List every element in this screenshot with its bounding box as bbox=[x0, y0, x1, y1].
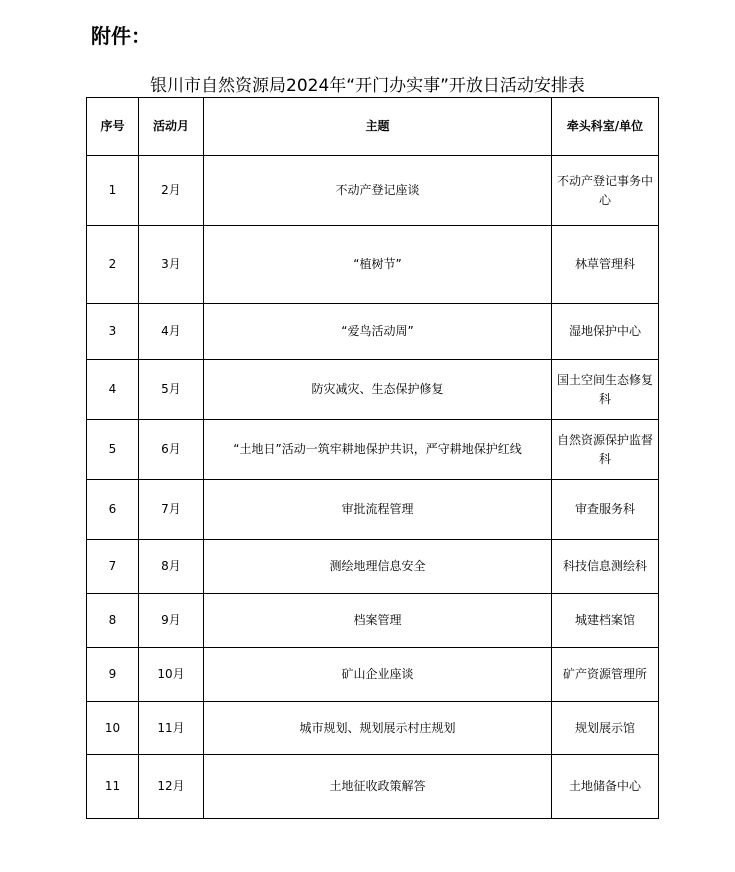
document-title: 银川市自然资源局2024年“开门办实事”开放日活动安排表 bbox=[150, 76, 585, 96]
header-month: 活动月 bbox=[139, 98, 204, 156]
activity-schedule-table bbox=[86, 97, 659, 819]
row-unit-cell: 湿地保护中心 bbox=[552, 304, 659, 360]
row-unit-cell: 城建档案馆 bbox=[552, 594, 659, 648]
row-unit-cell: 审查服务科 bbox=[552, 480, 659, 540]
table-row bbox=[87, 648, 659, 702]
attachment-label: 附件： bbox=[91, 24, 151, 48]
header-no: 序号 bbox=[87, 98, 139, 156]
row-topic-cell: 防灾减灾、生态保护修复 bbox=[204, 360, 552, 420]
row-topic-cell: 城市规划、规划展示村庄规划 bbox=[204, 702, 552, 755]
row-unit-cell: 自然资源保护监督科 bbox=[552, 420, 659, 480]
table-header-row bbox=[87, 98, 659, 156]
row-topic-cell: “爱鸟活动周” bbox=[204, 304, 552, 360]
row-month-cell: 10月 bbox=[139, 648, 204, 702]
row-month-cell: 4月 bbox=[139, 304, 204, 360]
row-no-cell: 1 bbox=[87, 156, 139, 226]
row-unit-cell: 科技信息测绘科 bbox=[552, 540, 659, 594]
row-topic-cell: 审批流程管理 bbox=[204, 480, 552, 540]
row-no-cell: 2 bbox=[87, 226, 139, 304]
row-topic-cell: “土地日”活动一筑牢耕地保护共识，严守耕地保护红线 bbox=[204, 420, 552, 480]
row-unit-cell: 矿产资源管理所 bbox=[552, 648, 659, 702]
table-row bbox=[87, 226, 659, 304]
row-topic-cell: 矿山企业座谈 bbox=[204, 648, 552, 702]
row-unit-cell: 林草管理科 bbox=[552, 226, 659, 304]
row-month-cell: 2月 bbox=[139, 156, 204, 226]
table-row bbox=[87, 420, 659, 480]
row-no-cell: 4 bbox=[87, 360, 139, 420]
row-no-cell: 5 bbox=[87, 420, 139, 480]
table-row bbox=[87, 304, 659, 360]
row-unit-cell: 国土空间生态修复科 bbox=[552, 360, 659, 420]
table-row bbox=[87, 360, 659, 420]
table-row bbox=[87, 540, 659, 594]
table-body bbox=[87, 156, 659, 819]
table-row bbox=[87, 594, 659, 648]
row-no-cell: 6 bbox=[87, 480, 139, 540]
row-topic-cell: “植树节” bbox=[204, 226, 552, 304]
row-no-cell: 3 bbox=[87, 304, 139, 360]
row-topic-cell: 档案管理 bbox=[204, 594, 552, 648]
row-unit-cell: 不动产登记事务中心 bbox=[552, 156, 659, 226]
row-month-cell: 6月 bbox=[139, 420, 204, 480]
row-month-cell: 9月 bbox=[139, 594, 204, 648]
header-unit: 牵头科室/单位 bbox=[552, 98, 659, 156]
row-topic-cell: 土地征收政策解答 bbox=[204, 755, 552, 819]
row-topic-cell: 不动产登记座谈 bbox=[204, 156, 552, 226]
row-month-cell: 8月 bbox=[139, 540, 204, 594]
row-no-cell: 9 bbox=[87, 648, 139, 702]
row-no-cell: 7 bbox=[87, 540, 139, 594]
row-month-cell: 11月 bbox=[139, 702, 204, 755]
row-no-cell: 11 bbox=[87, 755, 139, 819]
row-month-cell: 3月 bbox=[139, 226, 204, 304]
row-no-cell: 8 bbox=[87, 594, 139, 648]
table-row bbox=[87, 480, 659, 540]
row-unit-cell: 土地储备中心 bbox=[552, 755, 659, 819]
row-month-cell: 7月 bbox=[139, 480, 204, 540]
row-topic-cell: 测绘地理信息安全 bbox=[204, 540, 552, 594]
table-row bbox=[87, 156, 659, 226]
table-row bbox=[87, 755, 659, 819]
row-no-cell: 10 bbox=[87, 702, 139, 755]
header-topic: 主题 bbox=[204, 98, 552, 156]
table-row bbox=[87, 702, 659, 755]
row-unit-cell: 规划展示馆 bbox=[552, 702, 659, 755]
row-month-cell: 12月 bbox=[139, 755, 204, 819]
row-month-cell: 5月 bbox=[139, 360, 204, 420]
